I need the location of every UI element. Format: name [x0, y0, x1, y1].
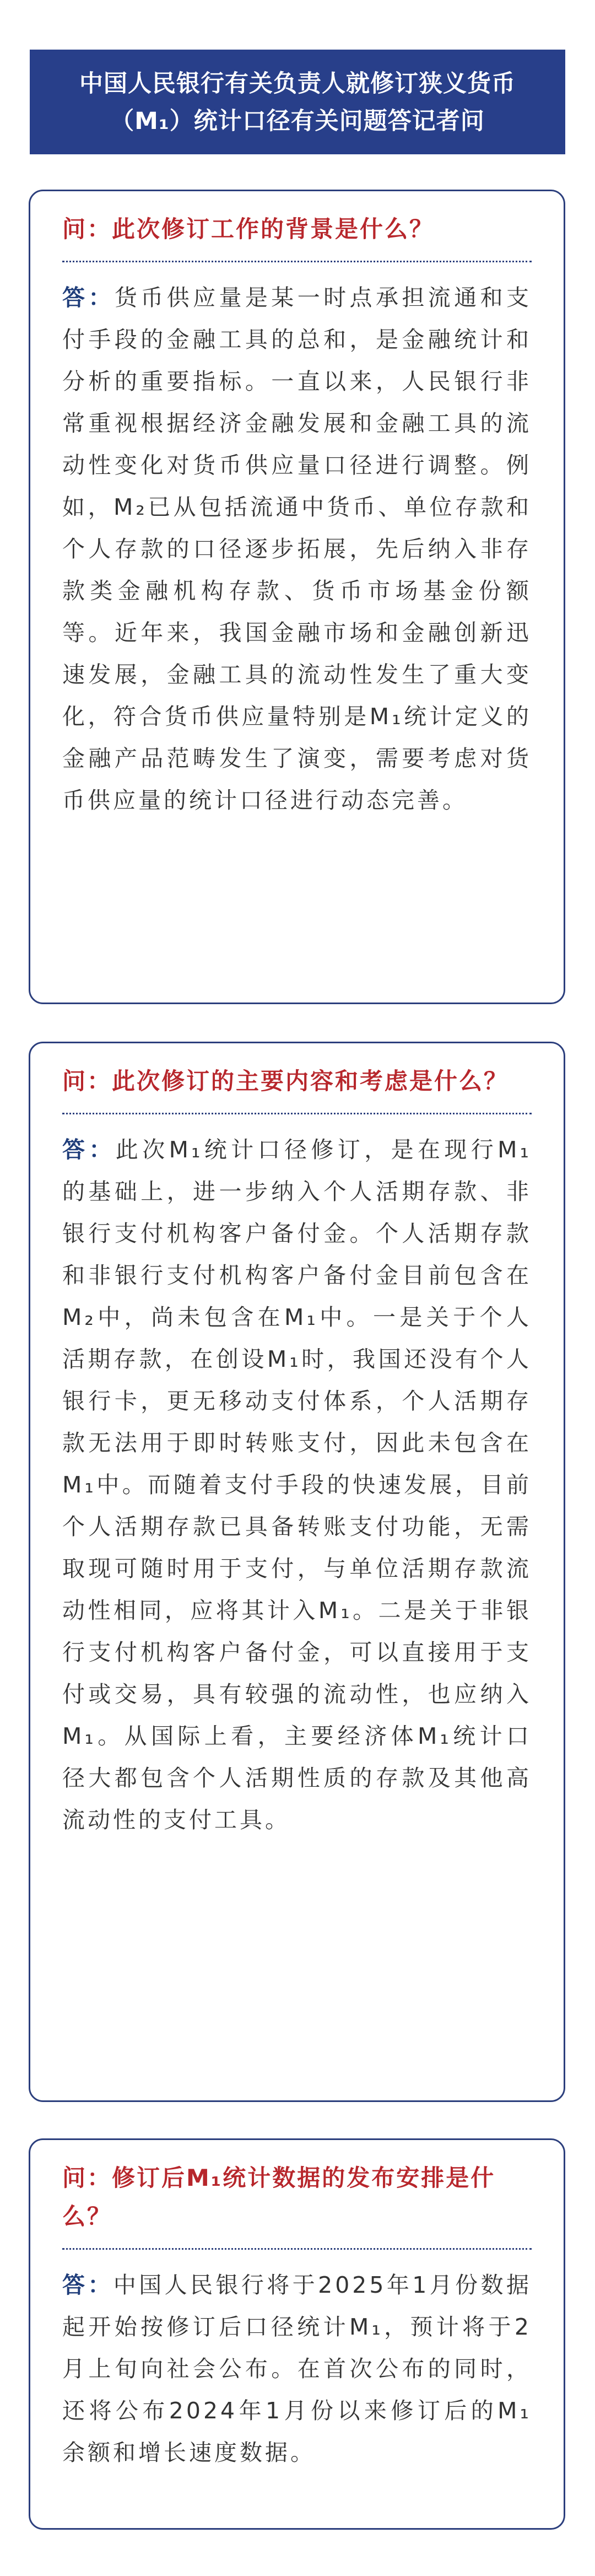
answer-label: 答：	[62, 284, 115, 311]
question-text: 问：修订后M₁统计数据的发布安排是什么？	[62, 2164, 496, 2230]
answer-label: 答：	[62, 1136, 116, 1163]
answer-label: 答：	[62, 2272, 113, 2298]
answer-paragraph	[62, 2264, 532, 2473]
qa-card-release-schedule	[29, 2138, 565, 2530]
qa-card-main-content	[29, 1042, 565, 2102]
answer-paragraph	[62, 1129, 532, 1841]
qa-card-background	[29, 190, 565, 1004]
article-title-line-2: （M₁）统计口径有关问题答记者问	[110, 107, 485, 135]
answer-paragraph	[62, 277, 532, 821]
answer-text: 货币供应量是某一时点承担流通和支付手段的金融工具的总和，是金融统计和分析的重要指标。一直以来，人民银行非常重视根据经济金融发展和金融工具的流动性变化对货币供应量口径进行调整。例如，M₂已从包括流通中货币、单位存款和个人存款的口径逐步拓展，先后纳入非存款类金融机构存款、货币市场基金份额等。近年来，我国金融市场和金融创新迅速发展，金融工具的流动性发生了重大变化，符合货币供应量特别是M₁统计定义的金融产品范畴发生了演变，需要考虑对货币供应量的统计口径进行动态完善。	[62, 284, 532, 813]
article-title-banner	[30, 50, 565, 154]
answer-text: 此次M₁统计口径修订，是在现行M₁的基础上，进一步纳入个人活期存款、非银行支付机构客户备付金。个人活期存款和非银行支付机构客户备付金目前包含在M₂中，尚未包含在M₁中。一是关于个人活期存款，在创设M₁时，我国还没有个人银行卡，更无移动支付体系，个人活期存款无法用于即时转账支付，因此未包含在M₁中。而随着支付手段的快速发展，目前个人活期存款已具备转账支付功能，无需取现可随时用于支付，与单位活期存款流动性相同，应将其计入M₁。二是关于非银行支付机构客户备付金，可以直接用于支付或交易，具有较强的流动性，也应纳入M₁。从国际上看，主要经济体M₁统计口径大都包含个人活期性质的存款及其他高流动性的支付工具。	[62, 1136, 532, 1833]
answer-text: 中国人民银行将于2025年1月份数据起开始按修订后口径统计M₁，预计将于2月上旬向社会公布。在首次公布的同时，还将公布2024年1月份以来修订后的M₁余额和增长速度数据。	[62, 2272, 532, 2466]
question-text: 问：此次修订的主要内容和考虑是什么？	[62, 1068, 509, 1095]
question-text: 问：此次修订工作的背景是什么？	[62, 215, 435, 242]
article-title-line-1: 中国人民银行有关负责人就修订狭义货币	[79, 70, 516, 98]
